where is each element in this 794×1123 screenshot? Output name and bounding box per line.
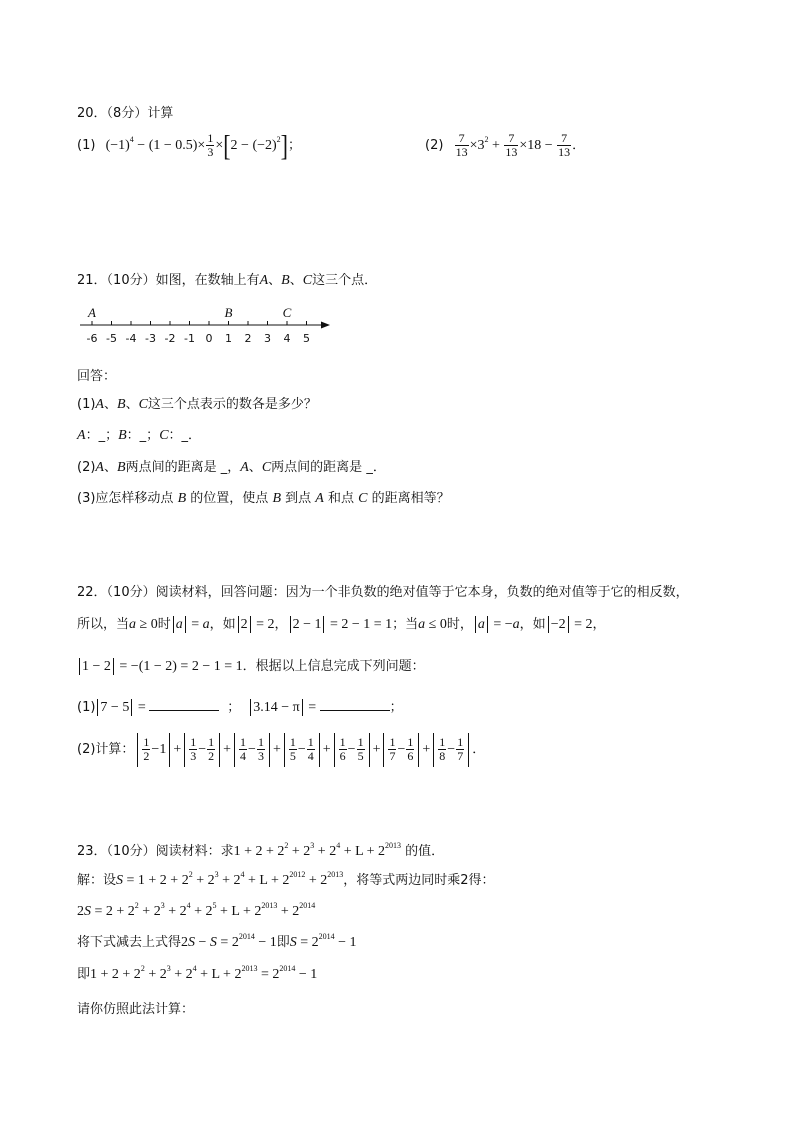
answer-blank-b[interactable]: _	[139, 428, 147, 443]
q21-sub3: (3)应怎样移动点 B 的位置，使点 B 到点 A 和点 C 的距离相等？	[77, 491, 450, 506]
number-line	[72, 300, 342, 348]
tick-label: 4	[283, 332, 291, 345]
number-line-arrow	[321, 322, 330, 329]
q22-part1: (1) 7 − 5 = ； 3.14 − π = ；	[77, 697, 403, 719]
tick-label: 1	[225, 332, 232, 345]
tick-label: -2	[164, 332, 176, 345]
tick-label: 5	[303, 332, 310, 345]
q20-part2: (2) $\frac{7}{13}$ $\times 3^2$ + $\frac{7}{13}$ ×18 − $\frac{7}{13}$ ．	[425, 131, 586, 160]
tick-label: 2	[244, 332, 252, 345]
tick-label: -4	[125, 332, 137, 345]
q23-solution-4: 即$1 + 2 + 2^2 + 2^3 + 2^4 + L + 2^{2013} = 2^{2014} - 1$	[77, 964, 318, 982]
q20-part1-expr: $(-1)^4 - (1 - 0.5)\times$ $\frac{1}{3}$ $\times[2 - (-2)^2]$	[105, 128, 288, 162]
answer-blank-c[interactable]: _	[181, 428, 189, 443]
tick-label: 3	[264, 332, 271, 345]
q22-heading: 22．（10分）阅读材料，回答问题：因为一个非负数的绝对值等于它本身，负数的绝对值等于它的相反数，	[77, 585, 689, 600]
point-label-c: C	[282, 305, 292, 320]
tick-label: -5	[106, 332, 117, 345]
q21-sub1-answers: A：_；B：_；C：_．	[77, 428, 202, 443]
q20-part1: (1) $(-1)^4 - (1 - 0.5)\times$ $\frac{1}{3}$ $\times[2 - (-2)^2]$；	[77, 128, 302, 162]
answer-blank-ac[interactable]: _	[366, 460, 373, 475]
q22-line3: 1 − 2 = −(1 − 2) = 2 − 1 = 1．根据以上信息完成下列问题：	[77, 656, 425, 678]
q20-part2-expr: $\frac{7}{13}$ $\times 3^2$ + $\frac{7}{13}$ ×18 − $\frac{7}{13}$	[455, 131, 571, 160]
q22-sum-expr: $\frac{1}{2}$ −1 + $\frac{1}{3}$ − $\frac{1}{2}$ + $\frac{1}{4}$ − $\frac{1}{3}$ + $\frac{1}{5}$ − $\frac{1}{4}$ + $\frac{1}{6}$ − $\frac{1}{5}$ + $\frac{1}{7}$ − $\frac{1}{6}$ + $\frac{1}{8}$ − $\frac{1}{7}$	[134, 742, 472, 757]
q23-instruction: 请你仿照此法计算：	[77, 1002, 195, 1017]
q23-solution-3: 将下式减去上式得$2S - S = 2^{2014} - 1$即$S = 2^{2014} - 1$	[77, 932, 357, 950]
tick-label: -1	[184, 332, 195, 345]
q21-sub2: (2)A、B两点间的距离是 _，A、C两点间的距离是 _．	[77, 460, 386, 475]
q23-heading: 23．（10分）阅读材料：求$1 + 2 + 2^2 + 2^3 + 2^4 + L + 2^{2013}$ 的值．	[77, 841, 445, 859]
point-label-a: A	[88, 305, 96, 320]
q23-solution-1: 解：设$S = 1 + 2 + 2^2 + 2^3 + 2^4 + L + 2^{2012} + 2^{2013}$，将等式两边同时乘2得：	[77, 870, 495, 888]
answer-blank-ab[interactable]: _	[220, 460, 228, 475]
tick-label: 0	[205, 332, 213, 345]
answer-blank-abs2[interactable]	[320, 697, 390, 711]
point-label-b: B	[224, 305, 233, 320]
q22-part2: (2)计算： $\frac{1}{2}$ −1 + $\frac{1}{3}$ − $\frac{1}{2}$ + $\frac{1}{4}$ − $\frac{1}{3}$ + $\frac{1}{5}$ − $\frac{1}{4}$ + $\frac{1}{6}$ − $\frac{1}{5}$ + $\frac{1}{7}$ − $\frac{1}{6}$ + $\frac{1}{8}$ − $\frac{1}{7}$ ．	[77, 732, 485, 768]
answer-blank-abs1[interactable]	[149, 697, 219, 711]
q23-solution-2: $2S = 2 + 2^2 + 2^3 + 2^4 + 2^5 + L + 2^{2013} + 2^{2014}$	[77, 901, 316, 919]
q21-answer-label: 回答：	[77, 369, 117, 384]
tick-label: -3	[145, 332, 156, 345]
q21-heading: 21．（10分）如图，在数轴上有A、B、C这三个点．	[77, 273, 378, 288]
q22-line2: 所以，当a ≥ 0时 a = a，如 2 = 2， 2 − 1 = 2 − 1 = 1；当a ≤ 0时， a = −a，如 −2 = 2，	[77, 617, 606, 632]
q20-part2-label: (2)	[425, 138, 444, 153]
answer-blank-a[interactable]: _	[98, 428, 106, 443]
tick-label: -6	[86, 332, 98, 345]
q20-part1-label: (1)	[77, 138, 96, 153]
q20-heading: 20．（8分）计算	[77, 106, 174, 121]
q21-sub1: (1)A、B、C这三个点表示的数各是多少？	[77, 397, 317, 412]
